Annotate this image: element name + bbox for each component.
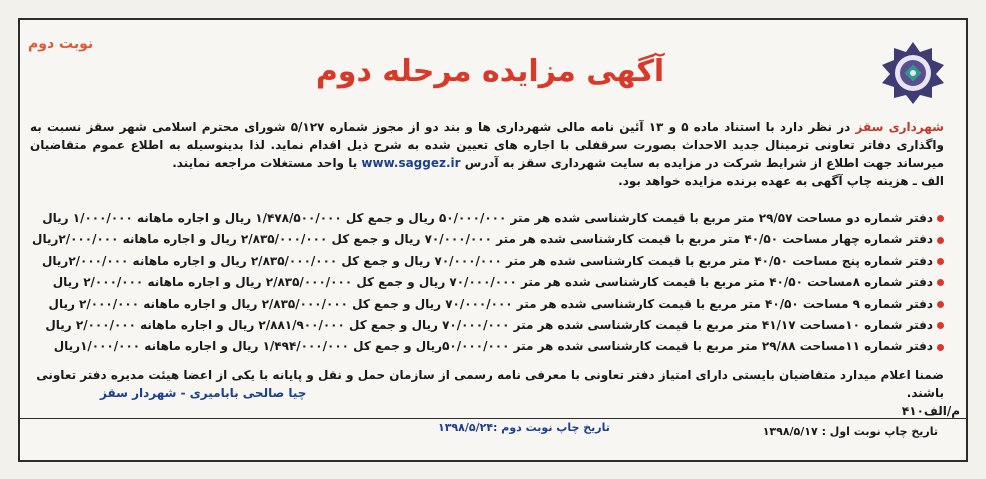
intro-text: در نظر دارد با استناد ماده ۵ و ۱۳ آئین نامه مالی شهرداری ها و بند دو از مجوز شماره ۵/۱۲۷ شورای محترم اسلامی شهر سقز نسبت به واگذاری دفاتر تعاونی ترمینال جدید الاحداث بصورت سرقفلی با اجاره های تعیین شده به شرح ذیل اقدام نماید. لذا بدینوسیله به اطلاع عموم متقاضیان میرساند جهت اطلاع از شرایط شرکت در مزایده به سایت شهرداری سقز به آدرس [30,120,944,170]
notice-title: آگهی مزایده مرحله دوم [315,54,665,89]
eligibility-note: ضمنا اعلام میدارد متقاضیان بایستی دارای امتیاز دفتر تعاونی با معرفی نامه رسمی از سازمان حمل و نقل و پایانه با یکی از اعضا هیئت مدیره دفتر تعاونی باشند. [36,368,944,400]
list-item: دفتر شماره ۱۱مساحت ۲۹/۸۸ متر مربع با قیمت کارشناسی شده هر متر ۵۰/۰۰۰/۰۰۰ریال و جمع کل ۱/۴۹۴/۰۰۰/۰۰۰ ریال و اجاره ماهانه ۱/۰۰۰/۰۰۰ریال [30,336,944,357]
date-row [18,418,968,462]
bullet-dot-icon [937,279,944,286]
list-item: دفتر شماره ۱۰مساحت ۴۱/۱۷ متر مربع با قیمت کارشناسی شده هر متر ۷۰/۰۰۰/۰۰۰ ریال و جمع کل ۲/۸۸۱/۹۰۰/۰۰۰ ریال و اجاره ماهانه ۲/۰۰۰/۰۰۰ ریال [30,315,944,336]
list-item: دفتر شماره پنج مساحت ۴۰/۵۰ متر مربع با قیمت کارشناسی شده هر متر ۷۰/۰۰۰/۰۰۰ ریال و جمع کل ۲/۸۳۵/۰۰۰/۰۰۰ ریال و اجاره ماهانه ۲/۰۰۰/۰۰۰ریال [30,251,944,272]
bullet-dot-icon [937,322,944,329]
list-item: دفتر شماره دو مساحت ۲۹/۵۷ متر مربع با قیمت کارشناسی شده هر متر ۵۰/۰۰۰/۰۰۰ ریال و جمع کل ۱/۴۷۸/۵۰۰/۰۰۰ ریال و اجاره ماهانه ۱/۰۰۰/۰۰۰ ریال [30,208,944,229]
signer: چیا صالحی بابامیری - شهردار سقز [100,386,307,400]
bullet-dot-icon [937,301,944,308]
bullet-dot-icon [937,215,944,222]
city-name: شهرداری سقز [855,120,944,134]
bullet-dot-icon [937,344,944,351]
intro-text-end: یا واحد مستغلات مراجعه نمایند. [172,156,358,170]
list-item: دفتر شماره ۹ مساحت ۴۰/۵۰ متر مربع با قیمت کارشناسی شده هر متر ۷۰/۰۰۰/۰۰۰ ریال و جمع کل ۲/۸۳۵/۰۰۰/۰۰۰ ریال و اجاره ماهانه ۲/۰۰۰/۰۰۰ ریال [30,294,944,315]
office-list [30,208,944,358]
round-label: نوبت دوم [28,36,94,52]
first-print-date: تاریخ چاپ نوبت اول : ۱۳۹۸/۵/۱۷ [762,425,938,438]
second-print-date: تاریخ چاپ نوبت دوم :۱۳۹۸/۵/۲۴ [438,421,610,434]
bullet-dot-icon [937,237,944,244]
list-item: دفتر شماره ۸مساحت ۴۰/۵۰ متر مربع با قیمت کارشناسی شده هر متر ۷۰/۰۰۰/۰۰۰ ریال و جمع کل ۲/۸۳۵/۰۰۰/۰۰۰ ریال و اجاره ماهانه ۲/۰۰۰/۰۰۰ ریال [30,272,944,293]
bullet-dot-icon [937,258,944,265]
municipality-emblem-icon [880,40,946,106]
notice-code: م/الف۴۱۰ [901,404,960,418]
cost-note: الف ـ هزینه چاپ آگهی به عهده برنده مزایده خواهد بود. [618,174,944,188]
list-item: دفتر شماره چهار مساحت ۴۰/۵۰ متر مربع با قیمت کارشناسی شده هر متر ۷۰/۰۰۰/۰۰۰ ریال و جمع کل ۲/۸۳۵/۰۰۰/۰۰۰ ریال و اجاره ماهانه ۲/۰۰۰/۰۰۰ریال [30,229,944,250]
intro-paragraph [30,118,944,190]
website-link[interactable]: www.saggez.ir [361,156,461,170]
